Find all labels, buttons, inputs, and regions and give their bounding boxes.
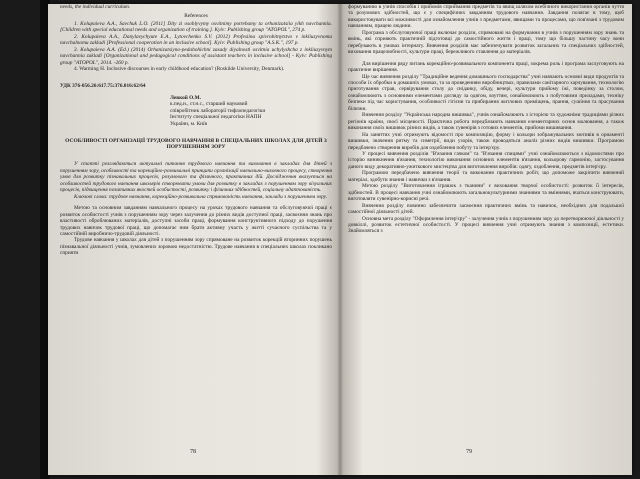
body-paragraph: Для вирішення ряду питань корекційно-розвивального компонента праці, зокрема роль і програма заслуговують на практичне вирішення. [348,60,624,74]
body-paragraph: Ще час вивчення розділу "Традиційне ведення домашнього господарства" учні навчають основні види продуктів та способи їх обробки в домашніх умовах, та за проведенням виробництвах, правилами санітарного харчування, технологію приготування страв, сервірування столу до сніданку, обіду, вечері, культури прийому їжі, поведінку за столом, ознайомлюють з основними елементами догляду за одягом, взуттям, ознайомлюють з побутовими приладами, техніку безпеки під час користування, особливості гігієни та прибирання житлових приміщень, прання, сушіння та прасування білизни. [348,73,624,112]
author-name: Левкой О.М. [170,94,201,101]
top-line: needs, the individual curriculum. [60,4,131,10]
author-line: к.пед.н., ст.н.с., старший науковий [170,101,248,108]
abstract: У статті розглядаються актуальні питання трудового навчання та виховання в закладах для дітей з порушенням зору, особливості та корекційно-розвивальні принципи організації навчально-виховного процесу, створення умов для розвитку пізнавальних процесів, розумового та фізичного, практичних дій. Дослідження вказується на особливостей трудового навчання школярів створювати умови для розвитку в закладах з порушенням зору візуальних процесів, підвищення позитивних якостей особистості, розвитку і фізичних здібностей, соціальну адаптованість. [60,161,332,194]
body-paragraph: формуванню в учнів способів і прийомів сприймання предметів та явищ шляхом всебічного використання органів чуття та розумових здібностей, що є у специфічних завданням трудового навчання. Завдання полягає в тому, щоб використовувати всі можливості для ознайомлення учнів з предметами, явищами та процесами, що пов'язані з трудовим навчанням, працею людини. [348,4,624,30]
body-paragraph: Програмою передбачено вивчення теорії та виконання практичних робіт, що допоможе закріпити вивчений матеріал, здобути знання і навички з в'язання. [348,170,624,183]
author-line: України, м. Київ [170,120,207,127]
body-paragraph: Вивчення розділу "Українська народна вишивка", учнів ознайомлюють з історією та художніми традиціями різних регіонів країни, своєї місцевості. Практична робота передбачають навчання елементарних основ малювання, а також виконання своїх вишивок різних видів, а також сувенірів з готових елементів, прийоми вишивання. [348,112,624,132]
body-paragraph: На заняттях учні отримують відомості про композицію, форму і кольори зображувальних мотивів в орнаменті вишивки, значення ритму та симетрії, види узорів, також проводяться аналіз різних видів вишивки. Програмою передбачено створення виробів для оздоблення побуту та інтер'єру. [348,131,624,151]
author-line: співробітник лабораторії тифлопедагогіки [170,107,266,114]
udc-code: УДК 376-056.26:617.75:376.016:62/64 [60,82,146,89]
body-paragraph: Вивчення розділу повинно забезпечити засвоєння практичних вмінь та навичок, необхідних для подальшої самостійної діяльності дітей. [348,202,624,216]
right-page [348,4,624,475]
author-line: Інституту спеціальної педагогіки НАПН [170,114,262,121]
body-paragraph: Трудове навчання у школах для дітей з порушенням зору спрямоване на розвиток корекцій вторинних порушень пізнавальної діяльності учнів, зумовлених зоровою недостатністю. Трудове навчання в спеціальних школах покликано сприяти [60,237,332,257]
body-paragraph: Метою та основним завданням навчального процесу на уроках трудового навчання та обслуговуючої праці є розвиток особистості учнів з порушенням зору через залучення до різних видів доступної праці, засвоєння знань про властивості оброблюваних матеріалів, доступні засоби праці, формування конструктивного підходу до порушення трудових навичок трудової праці, що допомагає ним брати активну участь у житті сучасного суспільства та у самостійній виробничо-трудовій діяльності. [60,205,332,237]
page-number-left: 78 [190,448,196,455]
author-block [170,95,332,127]
article-title: ОСОБЛИВОСТІ ОРГАНІЗАЦІЇ ТРУДОВОГО НАВЧАННЯ В СПЕЦІАЛЬНИХ ШКОЛАХ ДЛЯ ДІТЕЙ З ПОРУШЕННЯМ ЗОРУ [65,137,327,151]
reference-item: 1. Kolupaieva A.A., Savchuk L.O. [2011] Dity zi osoblyvymy osvitnimy potrebamy ta orhanizatsiia yikh navchannia. [Children with special educational needs and organization of training.]. Kyiv: Publishing group "ATOPOL", 274 p. [60,20,332,34]
left-page [60,4,332,475]
page-number-right: 79 [466,448,472,455]
body-paragraph: Програма з обслуговуючої праці включає розділи, спрямовані на формування в учнів з порушенням зору знань та вмінь, які сприяють практичній підготовці до самостійного життя і праці, тому що більшу частину часу вони перебувають в умовах інтернату. Вивчення розділів має забезпечувати розвиток загальних та спеціальних здібностей, виховання працелюбності, культури праці, бережливого ставлення до матеріалів. [348,29,624,56]
references-title: References [184,13,208,20]
body-paragraph: У процесі вивчення розділів "В'язання гачком" та "В'язання спицями" учні ознайомлюються з відомостями про історію виникнення в'язання, технологію виконання основних елементів в'язання, кольорову гармонію, застосування даного виду декоративно-ужиткового мистецтва для виготовлення виробів: одягу, оздоблення, предметів інтер'єру. [348,150,624,170]
body-paragraph: Основна мета розділу "Оформлення інтер'єру" - залучення учнів з порушенням зору до перетворюючої діяльності у довкіллі, розвиток естетичної особистості. У процесі вивчення учні отримують знання з композиції, естетики. Знайомляться з [348,215,624,235]
book-spread [48,4,632,475]
reference-item: 2. Kolupaieva A.A., Danylavychyute E.A., Lytovchenko S.V. (2012) Profesiina spivrobitnytstvo v inkliuzyvnomu navchalnomu zakladi [Professional cooperation in an inclusive school]. Kyiv: Publishing group "A.S.K.", 197 p. [60,33,332,47]
keywords: Ключові слова: трудове навчання, корекційно-розвивальна спрямованість навчання, заклади з порушенням зору. [74,193,328,200]
reference-item: 3. Kolupaieva A.A. (Ed.) (2014) Orhanizatsiyno-pedahohichni zasady diyalnosti osvitnia uchylyshcha z inkliuzyvnym navchannia zakladi [Organizational and pedagogical conditions of assistant teachers in inclusive school] - Kyiv: Publishing group "ATOPOL", 2014. -260 p. [60,46,332,66]
reference-item: 4. Warming H. Inclusive discourses in early childhood education? (Roskilde University, Denmark). [74,66,285,73]
body-paragraph: Метою розділу "Виготовлення іграшок з тканини" є виховання творчої особистості: розвиток її інтересів, здібностей. В процесі навчання учні ознайомлюють загальнокультурними знаннями та вміннями, вчаться конструювати, виготовляти сувенірно-корисні речі. [348,183,624,203]
